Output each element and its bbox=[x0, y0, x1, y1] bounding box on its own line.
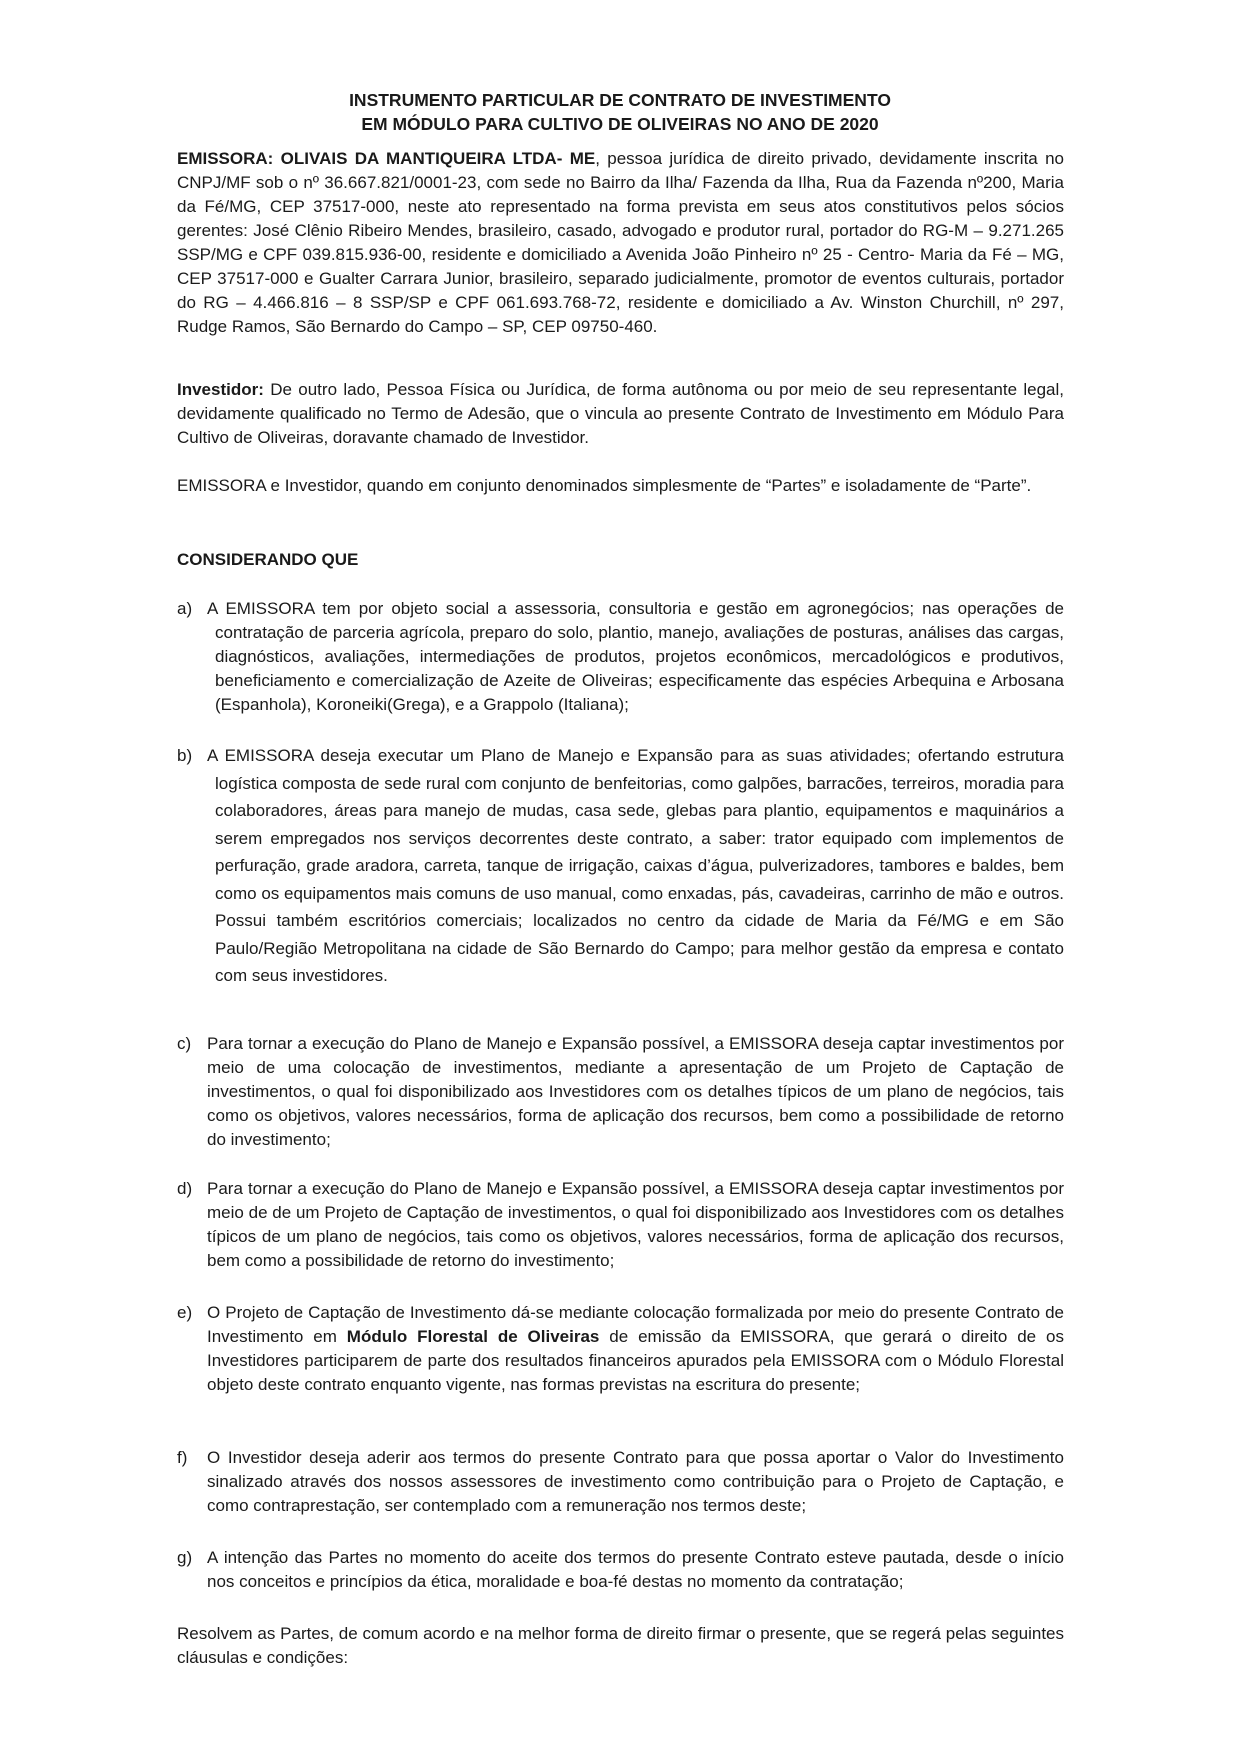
item-text: O Investidor deseja aderir aos termos do presente Contrato para que possa aportar o Valor do Investimento sinalizado através dos nossos assessores de investimento como contribuição para o Projeto de Captação, e como contraprestação, ser contemplado com a remuneração nos termos deste; bbox=[207, 1448, 1064, 1515]
investidor-paragraph bbox=[177, 378, 1064, 450]
emissora-text: , pessoa jurídica de direito privado, devidamente inscrita no CNPJ/MF sob o nº 36.667.821/0001-23, com sede no Bairro da Ilha/ Fazenda da Ilha, Rua da Fazenda nº200, Maria da Fé/MG, CEP 37517-000, neste ato representado na forma prevista em seus atos constitutivos pelos sócios gerentes: José Clênio Ribeiro Mendes, brasileiro, casado, advogado e produtor rural, portador do RG-M – 9.271.265 SSP/MG e CPF 039.815.936-00, residente e domiciliado a Avenida João Pinheiro nº 25 - Centro- Maria da Fé – MG, CEP 37517-000 e Gualter Carrara Junior, brasileiro, separado judicialmente, promotor de eventos culturais, portador do RG – 4.466.816 – 8 SSP/SP e CPF 061.693.768-72, residente e domiciliado a Av. Winston Churchill, nº 297, Rudge Ramos, São Bernardo do Campo – SP, CEP 09750-460. bbox=[177, 149, 1064, 336]
list-item-b bbox=[177, 742, 1064, 990]
partes-paragraph: EMISSORA e Investidor, quando em conjunto denominados simplesmente de “Partes” e isoladamente de “Parte”. bbox=[177, 476, 1032, 495]
list-item-a bbox=[177, 597, 1064, 717]
item-marker: a) bbox=[177, 599, 193, 618]
investidor-text: De outro lado, Pessoa Física ou Jurídica, de forma autônoma ou por meio de seu representante legal, devidamente qualificado no Termo de Adesão, que o vincula ao presente Contrato de Investimento em Módulo Para Cultivo de Oliveiras, doravante chamado de Investidor. bbox=[177, 380, 1064, 447]
considerando-heading: CONSIDERANDO QUE bbox=[177, 550, 359, 569]
title-line-1: INSTRUMENTO PARTICULAR DE CONTRATO DE INVESTIMENTO bbox=[349, 90, 891, 110]
item-marker: g) bbox=[177, 1548, 193, 1567]
title-line-2: EM MÓDULO PARA CULTIVO DE OLIVEIRAS NO ANO DE 2020 bbox=[361, 114, 879, 134]
document-title bbox=[160, 88, 1080, 136]
item-text: A EMISSORA tem por objeto social a assessoria, consultoria e gestão em agronegócios; nas operações de contratação de parceria agrícola, preparo do solo, plantio, manejo, avaliações de posturas, análises das cargas, diagnósticos, avaliações, intermediações de produtos, projetos econômicos, mercadológicos e produtivos, beneficiamento e comercialização de Azeite de Oliveiras; especificamente das espécies Arbequina e Arbosana (Espanhola), Koroneiki(Grega), e a Grappolo (Italiana); bbox=[207, 599, 1064, 714]
item-bold-term: Módulo Florestal de Oliveiras bbox=[346, 1327, 600, 1346]
list-item-g bbox=[177, 1546, 1064, 1594]
item-marker: d) bbox=[177, 1179, 193, 1198]
list-item-e bbox=[177, 1301, 1064, 1397]
emissora-label: EMISSORA: OLIVAIS DA MANTIQUEIRA LTDA- ME bbox=[177, 149, 596, 168]
item-text-after: de emissão da EMISSORA, que gerará o direito de os Investidores participarem de parte dos resultados financeiros apurados pela EMISSORA com o Módulo Florestal objeto deste contrato enquanto vigente, nas formas previstas na escritura do presente; bbox=[207, 1327, 1064, 1394]
resolvem-paragraph: Resolvem as Partes, de comum acordo e na melhor forma de direito firmar o presente, que se regerá pelas seguintes cláusulas e condições: bbox=[177, 1624, 1064, 1667]
item-marker: f) bbox=[177, 1448, 188, 1467]
item-text: A EMISSORA deseja executar um Plano de Manejo e Expansão para as suas atividades; ofertando estrutura logística composta de sede rural com conjunto de benfeitorias, como galpões, barracões, terreiros, moradia para colaboradores, áreas para manejo de mudas, casa sede, glebas para plantio, equipamentos e maquinários a serem empregados nos serviços decorrentes deste contrato, a saber: trator equipado com implementos de perfuração, grade aradora, carreta, tanque de irrigação, caixas d’água, pulverizadores, tambores e baldes, bem como os equipamentos mais comuns de uso manual, como enxadas, pás, cavadeiras, carrinho de mão e outros. Possui também escritórios comerciais; localizados no centro da cidade de Maria da Fé/MG e em São Paulo/Região Metropolitana na cidade de São Bernardo do Campo; para melhor gestão da empresa e contato com seus investidores. bbox=[207, 746, 1064, 985]
list-item-c bbox=[177, 1032, 1064, 1152]
emissora-paragraph bbox=[177, 147, 1064, 339]
item-text: O Projeto de Captação de Investimento dá-se mediante colocação formalizada por meio do presente Contrato de Investimento em bbox=[207, 1303, 1064, 1346]
list-item-f bbox=[177, 1446, 1064, 1518]
item-marker: b) bbox=[177, 746, 193, 765]
list-item-d bbox=[177, 1177, 1064, 1273]
item-text: Para tornar a execução do Plano de Manejo e Expansão possível, a EMISSORA deseja captar investimentos por meio de de um Projeto de Captação de investimentos, o qual foi disponibilizado aos Investidores com os detalhes típicos de um plano de negócios, tais como os objetivos, valores necessários, forma de aplicação dos recursos, bem como a possibilidade de retorno do investimento; bbox=[207, 1179, 1064, 1270]
investidor-label: Investidor: bbox=[177, 380, 264, 399]
item-marker: c) bbox=[177, 1034, 192, 1053]
item-marker: e) bbox=[177, 1303, 193, 1322]
item-text: Para tornar a execução do Plano de Manejo e Expansão possível, a EMISSORA deseja captar investimentos por meio de uma colocação de investimentos, mediante a apresentação de um Projeto de Captação de investimentos, o qual foi disponibilizado aos Investidores com os detalhes típicos de um plano de negócios, tais como os objetivos, valores necessários, forma de aplicação dos recursos, bem como a possibilidade de retorno do investimento; bbox=[207, 1034, 1064, 1149]
item-text: A intenção das Partes no momento do aceite dos termos do presente Contrato esteve pautada, desde o início nos conceitos e princípios da ética, moralidade e boa-fé destas no momento da contratação; bbox=[207, 1548, 1064, 1591]
